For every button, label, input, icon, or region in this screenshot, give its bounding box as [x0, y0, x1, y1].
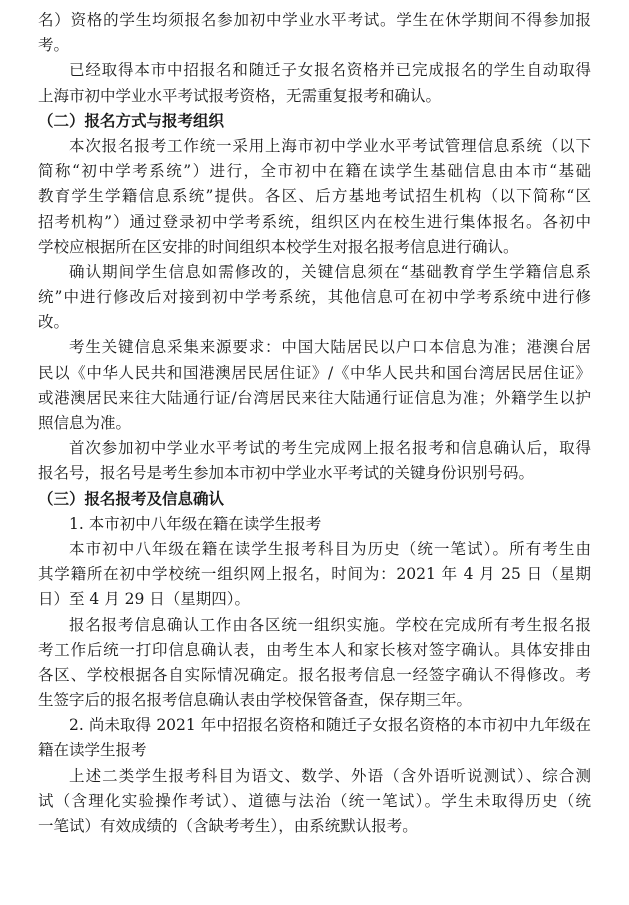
section-heading-3: （三）报名报考及信息确认: [38, 489, 225, 508]
text-line: 本次报名报考工作统一采用上海市初中学业水平考试管理信息系统（以下: [69, 136, 591, 155]
text-line: 考生关键信息采集来源要求：中国大陆居民以户口本信息为准；港澳台居: [69, 338, 591, 357]
text-line: 或港澳居民来往大陆通行证/台湾居民来往大陆通行证信息为准；外籍学生以护: [38, 388, 591, 407]
text-line: 教育学生学籍信息系统”提供。各区、后方基地考试招生机构（以下简称“区: [38, 187, 591, 206]
paragraph-8: [38, 613, 591, 714]
paragraph-7: [38, 537, 591, 613]
text-line: 本市初中八年级在籍在读学生报考科目为历史（统一笔试）。所有考生由: [69, 539, 591, 558]
paragraph-3: [38, 134, 591, 260]
text-line: 上海市初中学业水平考试报考资格，无需重复报考和确认。: [38, 86, 442, 105]
text-line: 照信息为准。: [38, 414, 132, 432]
paragraph-6: [38, 436, 591, 486]
text-line: 报名号，报名号是考生参加本市初中学业水平考试的关键身份识别号码。: [38, 464, 535, 483]
text-line: 名）资格的学生均须报名参加初中学业水平考试。学生在休学期间不得参加报: [38, 11, 591, 29]
text-line: 报名报考信息确认工作由各区统一组织实施。学校在完成所有考生报名报: [69, 615, 591, 634]
text-line: 考工作后统一打印信息确认表，由考生本人和家长核对签字确认。具体安排由: [38, 640, 591, 659]
text-line: 上述二类学生报考科目为语文、数学、外语（含外语听说测试）、综合测: [69, 766, 591, 785]
text-line: 已经取得本市中招报名和随迁子女报名资格并已完成报名的学生自动取得: [69, 61, 591, 80]
text-line: 一笔试）有效成绩的（含缺考考生），由系统默认报考。: [38, 817, 418, 835]
text-line: 籍在读学生报考: [38, 741, 147, 760]
text-line: 招考机构”）通过登录初中学考系统，组织区内在校生进行集体报名。各初中: [38, 212, 591, 231]
text-line: 考。: [38, 36, 70, 55]
paragraph-1: [38, 8, 591, 58]
subsection-heading-2: [38, 713, 591, 763]
section-heading-2: （二）报名方式与报考组织: [38, 111, 225, 130]
paragraph-9: [38, 764, 591, 840]
text-line: 首次参加初中学业水平考试的考生完成网上报名报考和信息确认后，取得: [69, 439, 591, 458]
text-line: 改。: [38, 313, 70, 332]
paragraph-2: [38, 58, 591, 108]
text-line: 各区、学校根据各自实际情况确定。报名报考信息一经签字确认不得修改。考: [38, 665, 591, 684]
subsection-heading-1: 1. 本市初中八年级在籍在读学生报考: [69, 514, 322, 533]
text-line: 民以《中华人民共和国港澳居民居住证》/《中华人民共和国台湾居民居住证》: [38, 363, 591, 382]
text-line: 日）至 4 月 29 日（星期四）。: [38, 590, 251, 609]
text-line: 简称“初中学考系统”）进行，全市初中在籍在读学生基础信息由本市“基础: [38, 162, 591, 181]
paragraph-4: [38, 260, 591, 336]
text-line: 2. 尚未取得 2021 年中招报名资格和随迁子女报名资格的本市初中九年级在: [69, 716, 591, 735]
text-line: 生签字后的报名报考信息确认表由学校保管备查，保存期三年。: [38, 691, 473, 710]
paragraph-5: [38, 335, 591, 436]
text-line: 学校应根据所在区安排的时间组织本校学生对报名报考信息进行确认。: [38, 237, 519, 256]
text-line: 确认期间学生信息如需修改的，关键信息须在“基础教育学生学籍信息系: [69, 262, 591, 281]
text-line: 统”中进行修改后对接到初中学考系统，其他信息可在初中学考系统中进行修: [38, 288, 591, 307]
text-line: 其学籍所在初中学校统一组织网上报名，时间为：2021 年 4 月 25 日（星期: [38, 565, 591, 584]
text-line: 试（含理化实验操作考试）、道德与法治（统一笔试）。学生未取得历史（统: [38, 791, 591, 810]
